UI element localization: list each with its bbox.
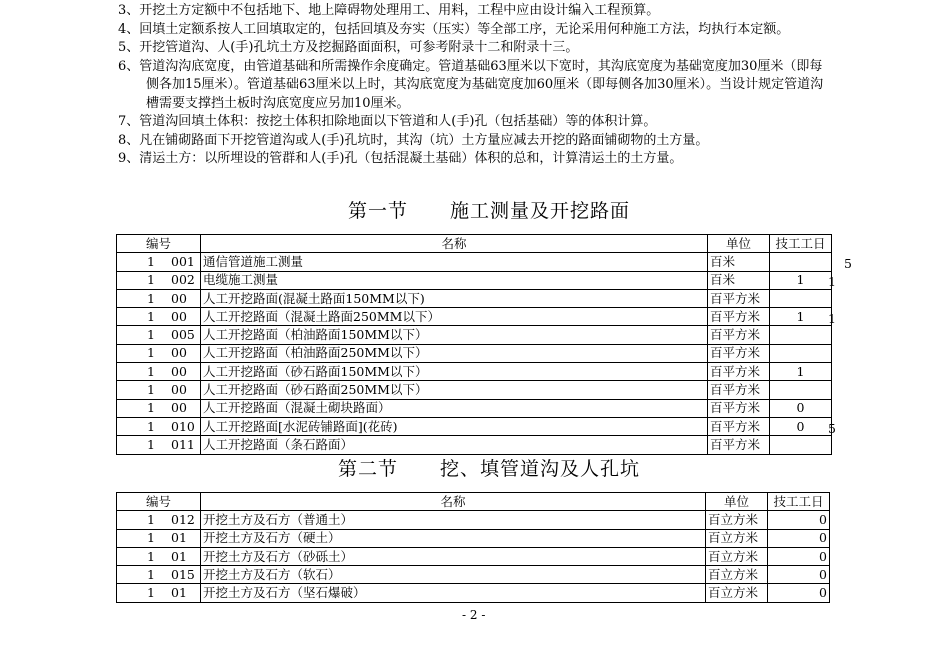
overflow-value: 1: [828, 311, 836, 326]
table-row: [117, 436, 832, 454]
cell-unit: 百米: [708, 271, 770, 289]
cell-unit: 百立方米: [706, 547, 768, 565]
cell-labor: 1: [770, 308, 832, 326]
cell-labor: 0: [770, 399, 832, 417]
cell-code: [117, 308, 201, 326]
cell-labor: [770, 326, 832, 344]
cell-unit: 百立方米: [706, 529, 768, 547]
cell-code: [117, 271, 201, 289]
code-number: 00: [171, 382, 187, 398]
cell-unit: 百平方米: [708, 381, 770, 399]
cell-name: 人工开挖路面[水泥砖铺路面](花砖): [201, 417, 708, 435]
cell-unit: 百立方米: [706, 566, 768, 584]
code-prefix: 1: [147, 363, 155, 379]
table-row: [117, 529, 830, 547]
code-number: 015: [171, 566, 195, 582]
code-prefix: 1: [147, 530, 155, 546]
section2-title: [338, 454, 640, 481]
cell-code: [117, 529, 201, 547]
page-number: - 2 -: [462, 608, 486, 622]
cell-name: 人工开挖路面（混凝土砌块路面）: [201, 399, 708, 417]
table-row: [117, 271, 832, 289]
cell-labor: [770, 289, 832, 307]
section2-title-number: 第二节: [338, 458, 399, 480]
header-unit: 单位: [706, 493, 768, 511]
overflow-value: 1: [828, 274, 836, 289]
code-number: 01: [171, 530, 187, 546]
cell-name: 开挖土方及石方（坚石爆破）: [201, 584, 706, 602]
cell-name: 人工开挖路面（砂石路面150MM以下）: [201, 363, 708, 381]
cell-code: [117, 436, 201, 454]
code-number: 001: [171, 253, 195, 269]
code-prefix: 1: [147, 345, 155, 361]
cell-unit: 百立方米: [706, 511, 768, 529]
cell-name: 开挖土方及石方（砂砾土）: [201, 547, 706, 565]
table-row: [117, 253, 832, 271]
note-4: 4、回填土定额系按人工回填取定的，包括回填及夯实（压实）等全部工序，无论采用何种施工方法，均执行本定额。: [118, 21, 790, 37]
code-number: 011: [171, 436, 195, 452]
cell-name: 开挖土方及石方（软石）: [201, 566, 706, 584]
note-8: 8、凡在铺砌路面下开挖管道沟或人(手)孔坑时，其沟（坑）土方量应减去开挖的路面铺砌物的土方量。: [118, 132, 709, 148]
section1-title: [348, 196, 630, 223]
cell-unit: 百平方米: [708, 417, 770, 435]
cell-name: 人工开挖路面（柏油路面250MM以下）: [201, 344, 708, 362]
code-prefix: 1: [147, 290, 155, 306]
cell-labor: [770, 381, 832, 399]
table-row: [117, 511, 830, 529]
table-row: [117, 566, 830, 584]
note-5: 5、开挖管道沟、人(手)孔坑土方及挖掘路面面积，可参考附录十二和附录十三。: [118, 40, 579, 55]
cell-labor: 0: [768, 529, 830, 547]
section2-table: [116, 492, 830, 603]
table-row: [117, 584, 830, 602]
overflow-value: 5: [844, 256, 852, 271]
cell-code: [117, 253, 201, 271]
cell-code: [117, 289, 201, 307]
code-prefix: 1: [147, 418, 155, 434]
cell-name: 人工开挖路面（条石路面）: [201, 436, 708, 454]
code-prefix: 1: [147, 585, 155, 601]
cell-name: 人工开挖路面(混凝土路面150MM以下): [201, 289, 708, 307]
section1-table: [116, 234, 832, 455]
header-name: 名称: [201, 493, 706, 511]
code-number: 00: [171, 400, 187, 416]
header-labor: 技工工日: [770, 235, 832, 253]
cell-code: [117, 584, 201, 602]
notes-block: [118, 2, 908, 169]
table-row: [117, 381, 832, 399]
cell-name: 人工开挖路面（混凝土路面250MM以下）: [201, 308, 708, 326]
section1-title-text: 施工测量及开挖路面: [450, 200, 631, 222]
code-number: 01: [171, 548, 187, 564]
header-code: 编号: [117, 493, 201, 511]
code-prefix: 1: [147, 511, 155, 527]
cell-labor: 0: [768, 511, 830, 529]
code-number: 010: [171, 418, 195, 434]
code-number: 002: [171, 272, 195, 288]
note-9: 9、清运土方：以所埋设的管群和人(手)孔（包括混凝土基础）体积的总和，计算清运土的土方量。: [118, 151, 683, 166]
code-number: 005: [171, 327, 195, 343]
header-labor: 技工工日: [768, 493, 830, 511]
cell-unit: 百平方米: [708, 289, 770, 307]
code-number: 00: [171, 345, 187, 361]
table-row: [117, 399, 832, 417]
cell-unit: 百平方米: [708, 399, 770, 417]
cell-code: [117, 326, 201, 344]
cell-unit: 百平方米: [708, 344, 770, 362]
code-prefix: 1: [147, 382, 155, 398]
code-number: 00: [171, 290, 187, 306]
cell-code: [117, 566, 201, 584]
code-number: 01: [171, 585, 187, 601]
code-number: 012: [171, 511, 195, 527]
table-row: [117, 344, 832, 362]
section1-title-number: 第一节: [348, 200, 409, 222]
cell-labor: 0: [768, 584, 830, 602]
cell-labor: 1: [770, 271, 832, 289]
cell-unit: 百平方米: [708, 363, 770, 381]
table-row: [117, 326, 832, 344]
code-number: 00: [171, 363, 187, 379]
cell-code: [117, 363, 201, 381]
table-header-row: [117, 493, 830, 511]
table-header-row: [117, 235, 832, 253]
cell-unit: 百平方米: [708, 436, 770, 454]
overflow-value: 5: [828, 421, 836, 436]
code-prefix: 1: [147, 400, 155, 416]
header-code: 编号: [117, 235, 201, 253]
note-6-line1: 6、管道沟沟底宽度，由管道基础和所需操作余度确定。管道基础63厘米以下宽时，其沟底宽度为基础宽度加30厘米（即每: [118, 58, 823, 74]
cell-unit: 百米: [708, 253, 770, 271]
note-6-line2: 侧各加15厘米）。管道基础63厘米以上时，其沟底宽度为基础宽度加60厘米（即每侧各加30厘米）。当设计规定管道沟: [146, 77, 824, 92]
cell-labor: 0: [768, 547, 830, 565]
header-unit: 单位: [708, 235, 770, 253]
cell-unit: 百立方米: [706, 584, 768, 602]
cell-code: [117, 547, 201, 565]
cell-name: 人工开挖路面（柏油路面150MM以下）: [201, 326, 708, 344]
cell-code: [117, 399, 201, 417]
cell-code: [117, 511, 201, 529]
cell-labor: [770, 344, 832, 362]
cell-name: 开挖土方及石方（硬土）: [201, 529, 706, 547]
cell-name: 电缆施工测量: [201, 271, 708, 289]
note-7: 7、管道沟回填土体积：按挖土体积扣除地面以下管道和人(手)孔（包括基础）等的体积计算。: [118, 114, 657, 129]
code-prefix: 1: [147, 548, 155, 564]
cell-name: 开挖土方及石方（普通土）: [201, 511, 706, 529]
cell-code: [117, 344, 201, 362]
header-name: 名称: [201, 235, 708, 253]
cell-labor: 1: [770, 363, 832, 381]
cell-labor: [770, 253, 832, 271]
note-3: 3、开挖土方定额中不包括地下、地上障碍物处理用工、用料，工程中应由设计编入工程预算。: [118, 3, 660, 18]
table-row: [117, 363, 832, 381]
cell-name: 人工开挖路面（砂石路面250MM以下）: [201, 381, 708, 399]
code-prefix: 1: [147, 272, 155, 288]
cell-name: 通信管道施工测量: [201, 253, 708, 271]
code-prefix: 1: [147, 436, 155, 452]
code-prefix: 1: [147, 308, 155, 324]
cell-labor: [770, 436, 832, 454]
code-prefix: 1: [147, 566, 155, 582]
section2-title-text: 挖、填管道沟及人孔坑: [440, 458, 641, 480]
table-row: [117, 417, 832, 435]
cell-unit: 百平方米: [708, 308, 770, 326]
table-row: [117, 547, 830, 565]
table-row: [117, 308, 832, 326]
cell-unit: 百平方米: [708, 326, 770, 344]
code-prefix: 1: [147, 253, 155, 269]
table-row: [117, 289, 832, 307]
code-number: 00: [171, 308, 187, 324]
cell-code: [117, 381, 201, 399]
note-6-line3: 槽需要支撑挡土板时沟底宽度应另加10厘米。: [146, 95, 410, 111]
code-prefix: 1: [147, 327, 155, 343]
cell-labor: 0: [770, 417, 832, 435]
cell-code: [117, 417, 201, 435]
cell-labor: 0: [768, 566, 830, 584]
